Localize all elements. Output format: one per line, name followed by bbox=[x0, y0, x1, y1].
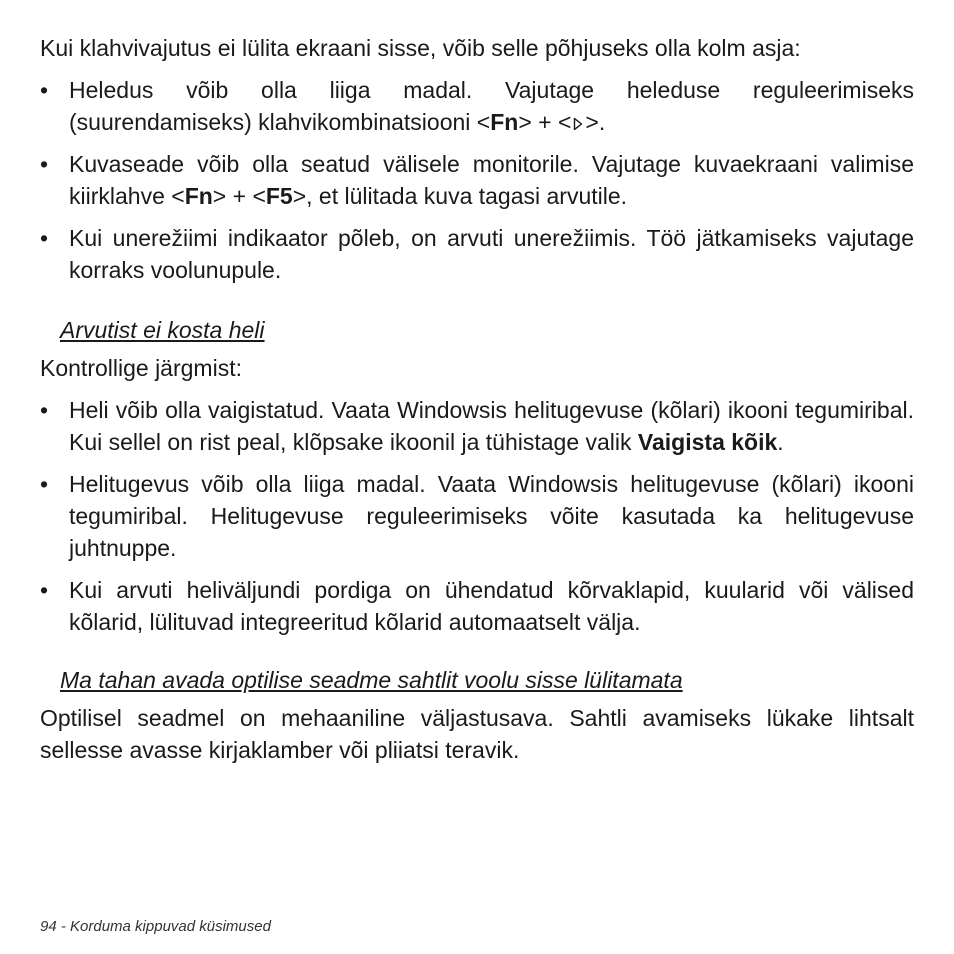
optical-drive-paragraph: Optilisel seadmel on mehaaniline väljastusava. Sahtli avamiseks lükake lihtsalt sellesse avasse kirjaklamber või pliiatsi teravik. bbox=[40, 705, 914, 763]
bullet: • bbox=[40, 77, 49, 103]
sound-checks-list bbox=[40, 394, 914, 638]
intro-paragraph: Kui klahvivajutus ei lülita ekraani sisse, võib selle põhjuseks olla kolm asja: bbox=[40, 35, 801, 61]
key-fn: Fn bbox=[184, 183, 213, 209]
list-item-muted: • Heli võib olla vaigistatud. Vaata Windowsis helitugevuse (kõlari) ikooni tegumiribal. Kui sellel on rist peal, klõpsake ikoonil ja tühistage valik Vaigista kõik. bbox=[40, 394, 914, 458]
section-heading-optical-drive: Ma tahan avada optilise seadme sahtlit voolu sisse lülitamata bbox=[60, 667, 683, 693]
mute-all-label: Vaigista kõik bbox=[637, 429, 778, 455]
key-f5: F5 bbox=[265, 183, 293, 209]
bullet: • bbox=[40, 577, 49, 603]
list-item-headphones: • Kui arvuti heliväljundi pordiga on ühendatud kõrvaklapid, kuularid või välised kõlarid, lülituvad integreeritud kõlarid automaatselt välja. bbox=[40, 574, 914, 638]
page-footer: 94 - Korduma kippuvad küsimused bbox=[40, 918, 271, 935]
display-causes-list bbox=[40, 74, 914, 286]
key-fn: Fn bbox=[490, 109, 519, 135]
page-content bbox=[40, 32, 914, 766]
bullet: • bbox=[40, 397, 49, 423]
bullet: • bbox=[40, 225, 49, 251]
section-lead: Kontrollige järgmist: bbox=[40, 355, 242, 381]
triangle-right-icon bbox=[573, 107, 583, 121]
list-item-external-monitor: • Kuvaseade võib olla seatud välisele monitorile. Vajutage kuvaekraani valimise kiirklahve <Fn> + <F5>, et lülitada kuva tagasi arvutile. bbox=[40, 148, 914, 212]
list-item-brightness: • Heledus võib olla liiga madal. Vajutage heleduse reguleerimiseks (suurendamiseks) klahvikombinatsiooni <Fn> + < >. bbox=[40, 74, 914, 138]
bullet: • bbox=[40, 471, 49, 497]
section-heading-no-sound: Arvutist ei kosta heli bbox=[60, 317, 265, 343]
list-item-volume-low: • Helitugevus võib olla liiga madal. Vaata Windowsis helitugevuse (kõlari) ikooni tegumiribal. Helitugevuse reguleerimiseks võite kasutada ka helitugevuse juhtnuppe. bbox=[40, 468, 914, 564]
bullet: • bbox=[40, 151, 49, 177]
list-item-sleep-mode: • Kui unerežiimi indikaator põleb, on arvuti unerežiimis. Töö jätkamiseks vajutage korraks voolunupule. bbox=[40, 222, 914, 286]
